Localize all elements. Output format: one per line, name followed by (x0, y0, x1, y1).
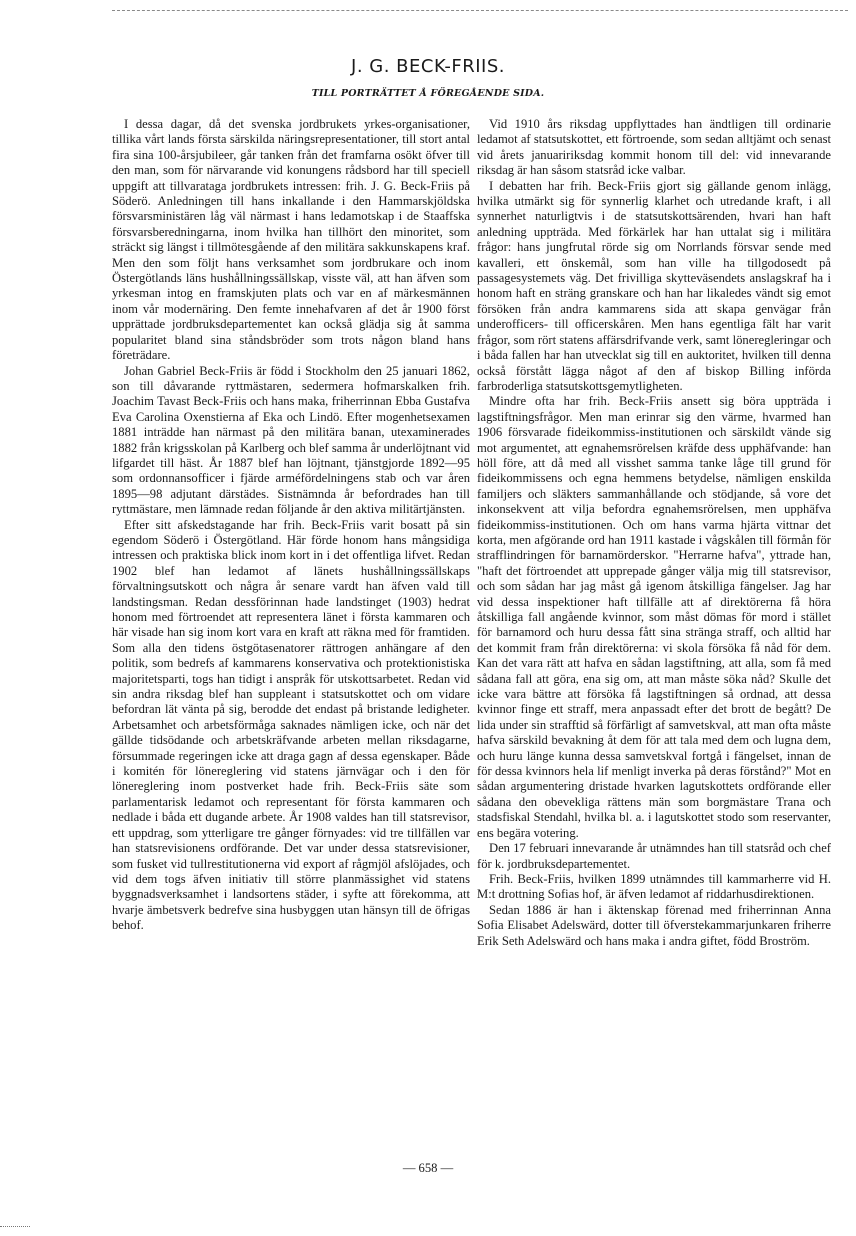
paragraph: Frih. Beck-Friis, hvilken 1899 utnämndes till kammarherre vid H. M:t drottning Sofias hof, är äfven ledamot af riddarhusdirektionen. (477, 871, 831, 902)
paragraph: Mindre ofta har frih. Beck-Friis ansett sig böra uppträda i lagstiftningsfrågor. Men man erinrar sig den värme, hvarmed han 1906 försvarade fideikommiss-institutionen och särskildt vände sig mot argumentet, att egnahemsrörelsen kräfde dess upphäfvande: han höll före, att då med all visshet samma tanke låge till grund för fideikommissens och egna hemmens betydelse, nämligen enskilda familjers och släkters sammanhållande och stödjande, så vore det inkonsekvent att vilja befordra egnahemsrörelsen, men upphäfva fideikommiss-institutionen. Och om hans varma hjärta vittnar det korta, men afgörande ord han 1911 kastade i vågskålen till förmån för strafflindringen för barnamörderskor. "Herrarne hafva", yttrade han, "haft det förtroendet att upprepade gånger välja mig till statsrevisor, och som sådan har jag måst gå igenom åtskilliga fängelser. Jag har vid dessa inspektioner haft tillfälle att af direktörerna få höra åtskilliga fall angående kvinnor, som måst dömas för mord i stället för barnamord och huru dessa fått sina stränga straff, och alltid har det kommit fram från direktörerna: vi skola försöka få nåd för dem. Kan det vara rätt att hafva en sådan lagstiftning, att alla, som få med sådana fall att göra, ena sig om, att man måste söka nåd? Skulle det icke vara bättre att försöka få lagstiftningen så ordnad, att dessa kvinnor finge ett straff, mera anpassadt efter det brott de begått? De lida under sin strafftid så förfärligt af samvetskval, att man ofta måste hafva särskild bevakning åt dem för att tala med dem och lugna dem, och huru länge kunna dessa samvetskval fortgå i fängelset, innan de för dessa kvinnors hela lif menligt inverka på deras förstånd?" Mot en sådan argumentering dristade hvarken lagutskottets ordförande eller sådana den obevekliga rättens män som borgmästare Trana och stadsfiskal Stendahl, hvilka bl. a. i lagutskottet stodo som reservanter, ens begära votering. (477, 394, 831, 840)
article-subtitle: TILL PORTRÄTTET Å FÖREGÅENDE SIDA. (311, 88, 545, 99)
paragraph: Sedan 1886 är han i äktenskap förenad med friherrinnan Anna Sofia Elisabet Adelswärd, dotter till öfverstekammarjunkaren friherre Erik Seth Adelswärd och hans maka i andra giftet, född Broström. (477, 902, 831, 948)
top-rule (112, 10, 848, 11)
paragraph: Den 17 februari innevarande år utnämndes han till statsråd och chef för k. jordbruksdepartementet. (477, 841, 831, 871)
left-column (112, 117, 470, 934)
paragraph: I debatten har frih. Beck-Friis gjort sig gällande genom inlägg, hvilka utmärkt sig för synnerlig klarhet och utredande kraft, i all synnerhet naturligtvis i de statsutskottsärenden, hvari han haft anledning uppträda. Med förkärlek har han uttalat sig i militära frågor: hans jungfrutal rörde sig om Norrlands försvar sende med kavalleri, ett önskemål, som han ville ha tillgodosedt på passagesystemets väg. Det frivilliga skytteväsendets anslagskraf ha i honom haft en sträng granskare och han har likaledes vändt sig emot försöken från andra kammarens sida att skapa genvägar från underofficers- till officerskåren. Men hans egentliga fält har varit frågor, som rört statens affärsdrifvande verk, samt löneregleringar och i båda fallen har han utvecklat sig till en auktoritet, hvilken till denna också förstått lägga något af den af biskop Billing införda farbroderliga statsutskottsgemytligheten. (477, 178, 831, 393)
scan-mark (0, 1226, 30, 1227)
paragraph: Vid 1910 års riksdag uppflyttades han ändtligen till ordinarie ledamot af statsutskottet, ett förtroende, som sedan alltjämt och senast vid årets januaririksdag kommit honom till del: vid innevarande riksdag är han såsom statsråd icke valbar. (477, 117, 831, 178)
paragraph: I dessa dagar, då det svenska jordbrukets yrkes-organisationer, tillika vårt lands första särskilda näringsrepresentationer, till stort antal fira sina 100-årsjubileer, går tanken från det framfarna osökt öfver till den man, som för närvarande vid konungens rådsbord har till speciell uppgift att tillvarataga jordbrukets intressen: frih. J. G. Beck-Friis på Söderö. Anledningen till hans inkallande i den Hammarskjöldska försvarsministären låg väl närmast i hans ledamotskap i de Staaffska försvarsberedningarna, inom hvilka han tillhört den minoritet, som sträckt sig längst i tillmötesgående af den militära sakkunskapens kraf. Men den som följt hans verksamhet som jordbrukare och inom Östergötlands läns hushållningssällskap, visste väl, att han äfven som yrkesman intog en framskjuten plats och var en af märkesmännen inom vår modernäring. Den femte innehafvaren af det år 1900 först upprättade jordbruksdepartementet kan också glädja sig åt samma popularitet bland sina ståndsbröder som trots någon bland hans företrädare. (112, 117, 470, 363)
paragraph: Efter sitt afskedstagande har frih. Beck-Friis varit bosatt på sin egendom Söderö i Östergötland. Här förde honom hans mångsidiga intressen och praktiska blick inom kort in i det offentliga lifvet. Redan 1902 blef han ledamot af länets hushållningssällskaps förvaltningsutskott och några år senare vardt han äfven vald till landstingsman. Redan dessförinnan hade landstinget (1903) hedrat honom med förtroendet att representera länet i första kammaren och här visade han sig inom kort vara en kraft att räkna med för framtiden. Som alla den tidens östgötasenatorer rättrogen anhängare af den politik, som bedrefs af kammarens konservativa och protektionistiska majoritetsparti, togs han tidigt i anspråk för utskottsarbetet. Redan vid sin andra riksdag blef han suppleant i statsutskottet och om vidare befordran lät vänta på sig, berodde det endast på bristande ledigheter. Arbetsamhet och arbetsförmåga saknades nämligen icke, och när det gällde tidsödande och arbetskräfvande arbeten mellan riksdagarne, försummade regeringen icke att draga gagn af dessa egenskaper. Både i komitén för lönereglering vid statens järnvägar och i den för lönereglering inom postverket hade frih. Beck-Friis säte som parlamentarisk ledamot och representant för första kammaren och nedlade i båda ett dugande arbete. År 1908 valdes han till statsrevisor, ett uppdrag, som ytterligare tre gånger förnyades: vid tre tillfällen var han statsrevisionens ordförande. Det var under dessa statsrevisioner, som fusket vid tullrestitutionerna vid export af rågmjöl afslöjades, och vid dem togs äfven initiativ till större planmässighet vid statens byggnadsverksamhet i landsortens städer, i syfte att förekomma, att hvarje ämbetsverk bedrefve sina husbyggen utan hänsyn till de öfrigas behof. (112, 517, 470, 933)
right-column (477, 117, 831, 949)
article-title: J. G. BECK-FRIIS. (351, 56, 505, 77)
paragraph: Johan Gabriel Beck-Friis är född i Stockholm den 25 januari 1862, son till dåvarande ryttmästaren, sedermera hofmarskalken frih. Joachim Tavast Beck-Friis och hans maka, friherrinnan Ebba Gustafva Eva Carolina Oxenstierna af Eka och Lindö. Efter mogenhetsexamen 1881 inträdde han närmast på den militära banan, utexaminerades 1882 från krigsskolan på Karlberg och blef samma år underlöjtnant vid lifgardet till häst. År 1887 blef han löjtnant, tjänstgjorde 1892—95 som ordonnansofficer i fjärde arméfördelningens stab och var åren 1895—98 adjutant därstädes. Sistnämnda år befordrades han till ryttmästare, men lämnade redan följande år den aktiva militärtjänsten. (112, 363, 470, 517)
page-number: — 658 — (402, 1161, 454, 1175)
